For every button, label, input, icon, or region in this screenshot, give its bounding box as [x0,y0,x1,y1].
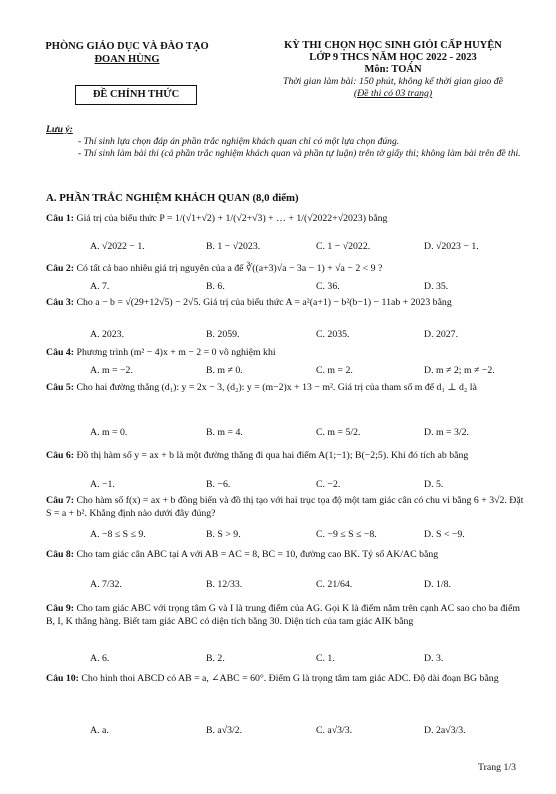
option-b: B. m ≠ 0. [206,365,243,376]
question-2 [46,262,526,275]
option-d: D. m ≠ 2; m ≠ −2. [424,365,495,376]
option-a: A. 7. [90,281,110,292]
option-c: C. −2. [316,479,341,490]
option-b: B. 2. [206,653,225,664]
option-a: A. √2022 − 1. [90,241,145,252]
option-a: A. −1. [90,479,115,490]
question-text: Cho hình thoi ABCD có AB = a, ∠ABC = 60°. Điểm G là trọng tâm tam giác ADC. Độ dài đoạn BG bằng [81,673,499,684]
exam-note [46,124,526,160]
option-c: C. m = 5/2. [316,427,361,438]
option-d: D. 5. [424,479,444,490]
option-a: A. a. [90,725,109,736]
question-10 [46,672,526,685]
options-3 [46,328,526,342]
question-6 [46,449,526,462]
option-d: D. 2027. [424,329,459,340]
option-d: D. S < −9. [424,529,465,540]
question-number: Câu 8: [46,549,75,560]
question-8 [46,548,526,561]
department-header [22,40,232,66]
option-c: C. 1. [316,653,335,664]
option-c: C. −9 ≤ S ≤ −8. [316,529,377,540]
question-text: Giá trị của biểu thức P = 1/(√1+√2) + 1/(√2+√3) + … + 1/(√2022+√2023) bằng [76,213,388,224]
question-3 [46,296,526,309]
question-text: Cho tam giác cân ABC tại A với AB = AC = 8, BC = 10, đường cao BK. Tỷ số AK/AC bằng [76,549,439,560]
question-number: Câu 6: [46,450,75,461]
note-item: - Thí sinh làm bài thi (cả phần trắc nghiệm khách quan và phần tự luận) trên tờ giấy thi; không làm bài trên đề thi. [78,148,521,159]
question-text: Cho a − b = √(29+12√5) − 2√5. Giá trị của biểu thức A = a²(a+1) − b²(b−1) − 11ab + 2023 bằng [76,297,452,308]
option-d: D. 1/8. [424,579,451,590]
options-7 [46,528,526,542]
question-5 [46,381,526,394]
option-b: B. a√3/2. [206,725,243,736]
option-c: C. m = 2. [316,365,353,376]
options-8 [46,578,526,592]
exam-pages: (Đề thi có 03 trang) [353,88,433,99]
option-d: D. √2023 − 1. [424,241,479,252]
option-d: D. 3. [424,653,444,664]
district-name: ĐOAN HÙNG [94,54,160,65]
option-b: B. m = 4. [206,427,243,438]
option-c: C. 21/64. [316,579,353,590]
exam-time: Thời gian làm bài: 150 phút, không kể thời gian giao đề [283,76,503,87]
options-2 [46,280,526,294]
question-text: Cho tam giác ABC với trọng tâm G và I là trung điểm của AG. Gọi K là điểm nằm trên cạnh AC sao cho ba điểm B, I, K thẳng hàng. Biết tam giác ABC có diện tích bằng 30. Diện tích của tam giác AIK bằng [46,603,520,627]
options-5 [46,426,526,440]
option-c: C. 1 − √2022. [316,241,371,252]
question-number: Câu 7: [46,495,75,506]
exam-title: KỲ THI CHỌN HỌC SINH GIỎI CẤP HUYỆN [284,40,502,51]
option-a: A. 7/32. [90,579,122,590]
exam-grade-year: LỚP 9 THCS NĂM HỌC 2022 - 2023 [309,52,477,63]
option-d: D. m = 3/2. [424,427,469,438]
exam-header [240,40,546,100]
question-4 [46,346,526,359]
question-text: Cho hàm số f(x) = ax + b đồng biến và đồ thị tạo với hai trục tọa độ một tam giác cân có chu vi bằng 6 + 3√2. Đặt S = a + b². Khẳng định nào dưới đây đúng? [46,495,524,519]
option-d: D. 35. [424,281,449,292]
question-text: Có tất cả bao nhiêu giá trị nguyên của a để ∛((a+3)√a − 3a − 1) + √a − 2 < 9 ? [76,263,383,274]
question-number: Câu 3: [46,297,75,308]
question-number: Câu 2: [46,263,75,274]
option-a: A. m = 0. [90,427,128,438]
question-text: Cho hai đường thẳng (d₁): y = 2x − 3, (d₂): y = (m−2)x + 13 − m². Giá trị của tham số m để d₁ ⊥ d₂ là [76,382,477,393]
note-item: - Thí sinh lựa chọn đáp án phần trắc nghiệm khách quan chỉ có một lựa chọn đúng. [78,136,400,147]
official-badge: ĐỀ CHÍNH THỨC [75,85,197,105]
section-title: A. PHẦN TRẮC NGHIỆM KHÁCH QUAN (8,0 điểm) [46,192,299,204]
options-10 [46,724,526,738]
question-number: Câu 4: [46,347,75,358]
exam-subject: Môn: TOÁN [364,64,422,75]
page-number: Trang 1/3 [478,762,517,773]
options-6 [46,478,526,492]
note-title: Lưu ý: [46,124,73,135]
option-b: B. −6. [206,479,231,490]
options-1 [46,240,526,254]
option-c: C. 2035. [316,329,350,340]
option-b: B. 12/33. [206,579,243,590]
option-b: B. 2059. [206,329,240,340]
option-c: C. a√3/3. [316,725,353,736]
option-b: B. 6. [206,281,225,292]
question-text: Phương trình (m² − 4)x + m − 2 = 0 vô nghiệm khi [76,347,276,358]
option-a: A. 2023. [90,329,125,340]
question-number: Câu 9: [46,603,75,614]
question-number: Câu 1: [46,213,75,224]
option-d: D. 2a√3/3. [424,725,466,736]
option-b: B. 1 − √2023. [206,241,261,252]
options-9 [46,652,526,666]
question-number: Câu 10: [46,673,79,684]
department-name: PHÒNG GIÁO DỤC VÀ ĐÀO TẠO [45,41,209,52]
question-text: Đồ thị hàm số y = ax + b là một đường thẳng đi qua hai điểm A(1;−1); B(−2;5). Khi đó tích ab bằng [76,450,469,461]
question-9 [46,602,526,628]
option-b: B. S > 9. [206,529,241,540]
options-4 [46,364,526,378]
option-a: A. −8 ≤ S ≤ 9. [90,529,146,540]
question-1 [46,212,526,225]
question-number: Câu 5: [46,382,75,393]
option-c: C. 36. [316,281,340,292]
option-a: A. m = −2. [90,365,133,376]
question-7 [46,494,526,520]
option-a: A. 6. [90,653,110,664]
